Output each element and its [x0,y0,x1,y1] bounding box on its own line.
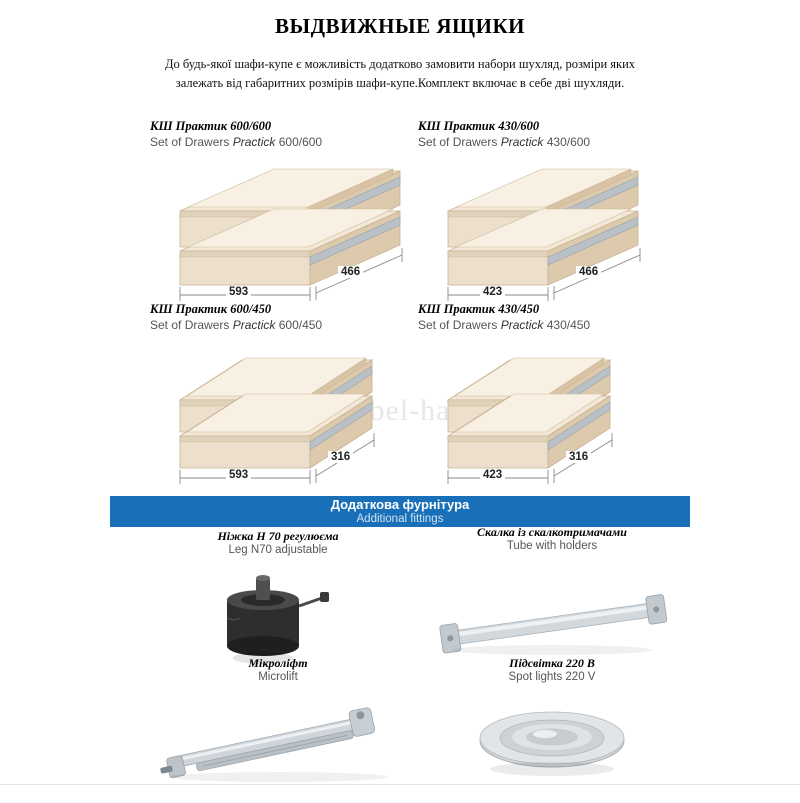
page-title: ВЫДВИЖНЫЕ ЯЩИКИ [274,14,525,38]
fitting-label-en-2: Tube with holders [506,540,598,552]
drawer-label-en-italic-2: Practick [500,135,544,149]
drawer-label-en-suffix-4: 430/450 [543,318,591,332]
drawer-label-en-italic-1: Practick [232,135,276,149]
drawer-label-ua-3: КШ Практик 600/450 [150,302,272,316]
drawer-dim-depth-4: 316 [566,451,591,463]
drawer-label-en-italic-3: Practick [232,318,276,332]
fitting-label-en-1: Leg N70 adjustable [228,544,328,556]
spotlight-illustration [382,693,722,798]
drawer-label-en-italic-4: Practick [500,318,544,332]
drawer-label-en-prefix-3: Set of Drawers [150,318,233,332]
drawer-label-en-suffix-1: 600/600 [275,135,323,149]
footer-divider [0,784,800,785]
drawer-dim-depth-3: 316 [328,451,353,463]
drawer-label-en-suffix-3: 600/450 [275,318,323,332]
drawer-label-ua-1: КШ Практик 600/600 [150,119,272,133]
intro-paragraph: До будь-якої шафи-купе є можливість додатково замовити набори шухляд, розміри яких залежать від габаритних розмірів шафи-купе.Комплект включає в себе дві шухляди. [164,57,636,91]
watermark: mebel-hall [330,394,470,427]
drawer-dim-depth-1: 466 [338,266,363,278]
fitting-label-ua-3: Мікроліфт [248,656,308,670]
drawer-dim-width-3: 593 [226,469,251,481]
drawer-dim-width-2: 423 [480,286,505,298]
page [0,14,800,796]
drawer-dim-depth-2: 466 [576,266,601,278]
drawer-label-en-prefix-2: Set of Drawers [418,135,501,149]
fitting-label-ua-1: Ніжка Н 70 регулюєма [217,529,339,543]
fitting-card-tube [382,525,722,677]
drawer-label-en-2 [418,135,768,149]
fitting-label-en-3: Microlift [258,671,298,683]
drawer-card-4 [418,302,768,492]
banner-title-en: Additional fittings [356,513,444,525]
drawer-label-ua-4: КШ Практик 430/450 [418,302,540,316]
drawer-label-en-suffix-2: 430/600 [543,135,591,149]
drawer-label-en-prefix-4: Set of Drawers [418,318,501,332]
drawer-illustration-4 [418,338,738,488]
drawer-svg-4 [418,338,738,488]
drawer-svg-2 [418,155,738,305]
banner-title-ua: Додаткова фурнітура [330,497,470,512]
fitting-card-spotlight [382,656,722,803]
drawer-dim-width-1: 593 [226,286,251,298]
drawer-illustration-2 [418,155,738,305]
drawer-label-ua-2: КШ Практик 430/600 [418,119,540,133]
fitting-label-ua-4: Підсвітка 220 В [509,656,595,670]
fitting-label-en-4: Spot lights 220 V [508,671,596,683]
drawer-dim-width-4: 423 [480,469,505,481]
additional-fittings-banner [110,496,690,527]
drawer-card-2 [418,119,768,309]
drawer-label-en-4 [418,318,768,332]
drawer-label-en-prefix-1: Set of Drawers [150,135,233,149]
fitting-label-ua-2: Скалка із скалкотримачами [477,525,627,539]
